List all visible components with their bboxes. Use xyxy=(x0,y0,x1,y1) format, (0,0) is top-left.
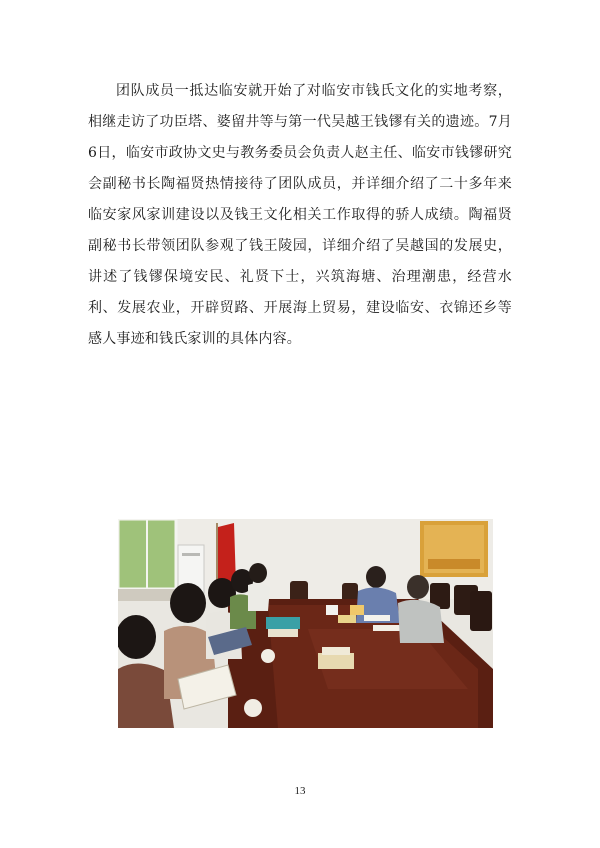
meeting-photo xyxy=(118,519,493,728)
body-paragraph: 团队成员一抵达临安就开始了对临安市钱氏文化的实地考察，相继走访了功臣塔、婆留井等与第一代吴越王钱镠有关的遗迹。7月6日，临安市政协文史与教务委员会负责人赵主任、临安市钱镠研究会副秘书长陶福贤热情接待了团队成员，并详细介绍了二十多年来临安家风家训建设以及钱王文化相关工作取得的骄人成绩。陶福贤副秘书长带领团队参观了钱王陵园，详细介绍了吴越国的发展史，讲述了钱镠保境安民、礼贤下士，兴筑海塘、治理潮患，经营水利、发展农业，开辟贸路、开展海上贸易，建设临安、衣锦还乡等感人事迹和钱氏家训的具体内容。 xyxy=(88,83,512,347)
page-number: 13 xyxy=(294,785,306,797)
